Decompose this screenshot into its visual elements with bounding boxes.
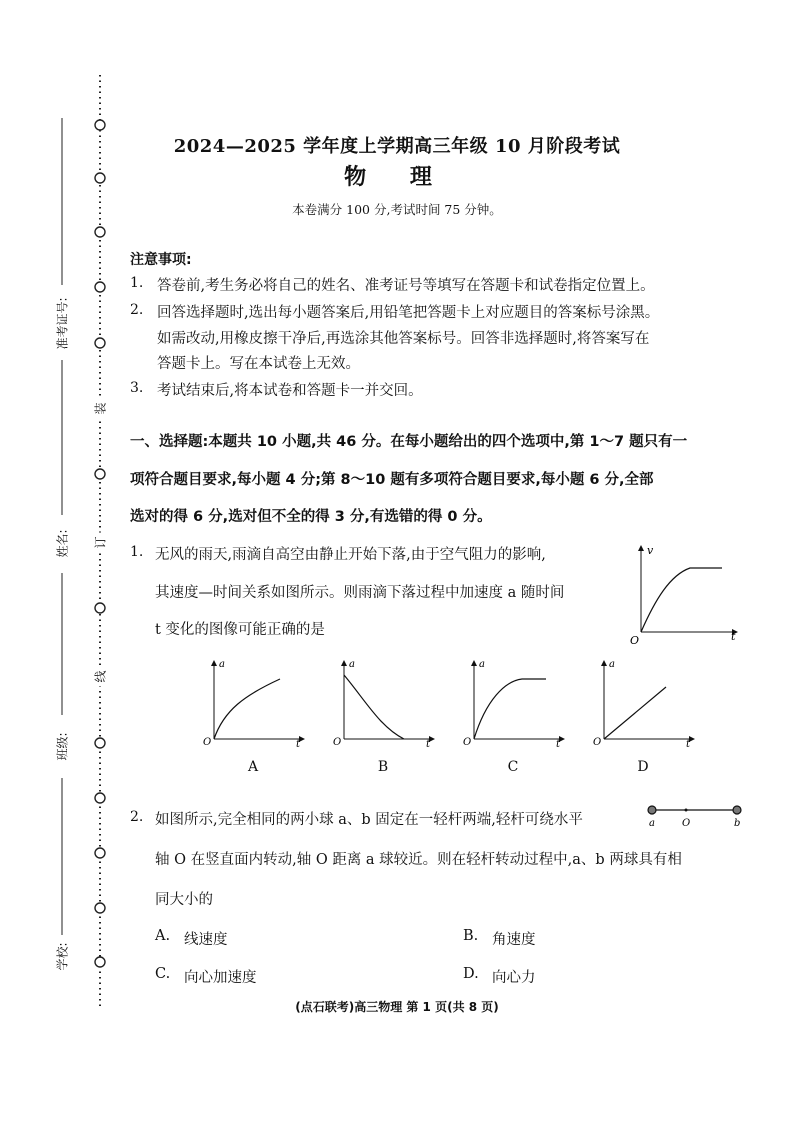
school-field-label: 学校: — [55, 942, 70, 971]
section-instruction: 一、选择题:本题共 10 小题,共 46 分。在每小题给出的四个选项中,第 1～7 题只有一 — [130, 434, 688, 450]
option-graph-c — [460, 655, 570, 750]
svg-text:a: a — [349, 659, 355, 670]
velocity-curve — [641, 568, 722, 632]
binding-hole — [95, 903, 105, 913]
option-graph-b-letter: B — [377, 759, 389, 775]
notice-item-text: 考试结束后,将本试卷和答题卡一并交回。 — [157, 383, 423, 399]
exam-number-field-label: 准考证号: — [55, 297, 70, 350]
graph-curve — [344, 675, 404, 739]
question-text: 轴 O 在竖直面内转动,轴 O 距离 a 球较近。则在轻杆转动过程中,a、b 两球具有相 — [155, 852, 682, 868]
notice-heading: 注意事项: — [130, 252, 192, 268]
option-graph-d — [590, 655, 700, 750]
graph-curve — [214, 679, 280, 739]
binding-hole — [95, 338, 105, 348]
option-b-text[interactable]: 角速度 — [492, 932, 536, 948]
option-d-text[interactable]: 向心力 — [492, 970, 536, 986]
svg-text:O: O — [203, 737, 212, 748]
svg-text:a: a — [479, 659, 485, 670]
svg-text:a: a — [219, 659, 225, 670]
question-text: 同大小的 — [155, 892, 213, 908]
origin-label: O — [630, 634, 640, 647]
cut-mark-zhuang: 装 — [92, 399, 109, 419]
section-instruction: 选对的得 6 分,选对但不全的得 3 分,有选错的得 0 分。 — [130, 509, 492, 525]
pivot-o — [685, 809, 688, 812]
option-graph-a-letter: A — [247, 759, 259, 775]
svg-text:t: t — [296, 739, 301, 750]
option-a-letter[interactable]: A. — [155, 928, 171, 944]
binding-hole — [95, 227, 105, 237]
option-a-text[interactable]: 线速度 — [184, 932, 228, 948]
notice-item-text: 回答选择题时,选出每小题答案后,用铅笔把答题卡上对应题目的答案标号涂黑。 — [157, 305, 660, 321]
svg-text:t: t — [686, 739, 691, 750]
notice-item-text: 答题卡上。写在本试卷上无效。 — [157, 356, 360, 372]
binding-hole — [95, 793, 105, 803]
question-number: 2. — [130, 809, 144, 825]
question-text: 无风的雨天,雨滴自高空由静止开始下落,由于空气阻力的影响, — [155, 547, 546, 563]
svg-text:O: O — [463, 737, 472, 748]
option-d-letter[interactable]: D. — [463, 966, 479, 982]
binding-hole — [95, 957, 105, 967]
svg-text:O: O — [682, 818, 691, 829]
svg-text:O: O — [593, 737, 602, 748]
option-b-letter[interactable]: B. — [463, 928, 479, 944]
question-text: 如图所示,完全相同的两小球 a、b 固定在一轻杆两端,轻杆可绕水平 — [155, 812, 583, 828]
binding-hole — [95, 282, 105, 292]
cut-mark-ding: 订 — [92, 533, 109, 553]
binding-hole — [95, 738, 105, 748]
binding-hole — [95, 469, 105, 479]
name-field-label: 姓名: — [55, 529, 70, 558]
class-field-label: 班级: — [55, 732, 70, 761]
x-axis-label: t — [731, 630, 736, 643]
option-graph-a — [200, 655, 310, 750]
svg-text:a: a — [649, 818, 655, 829]
y-axis-label: v — [647, 544, 654, 557]
subject-title: 物 理 — [344, 164, 450, 190]
graph-curve — [604, 687, 666, 739]
svg-text:t: t — [556, 739, 561, 750]
ball-b — [733, 806, 741, 814]
page-footer: (点石联考)高三物理 第 1 页(共 8 页) — [295, 1000, 499, 1014]
notice-item-text: 答卷前,考生务必将自己的姓名、准考证号等填写在答题卡和试卷指定位置上。 — [157, 278, 655, 294]
question-text: 其速度—时间关系如图所示。则雨滴下落过程中加速度 a 随时间 — [155, 585, 565, 601]
binding-hole — [95, 848, 105, 858]
notice-item-number: 1. — [130, 275, 144, 291]
binding-hole — [95, 603, 105, 613]
rod-figure — [640, 800, 750, 830]
section-instruction: 项符合题目要求,每小题 4 分;第 8～10 题有多项符合题目要求,每小题 6 分,全部 — [130, 472, 654, 488]
option-graph-d-letter: D — [637, 759, 649, 775]
binding-hole — [95, 120, 105, 130]
cut-mark-xian: 线 — [92, 667, 109, 687]
svg-text:b: b — [734, 818, 741, 829]
question-number: 1. — [130, 544, 144, 560]
svg-text:t: t — [426, 739, 431, 750]
ball-a — [648, 806, 656, 814]
velocity-time-graph — [625, 540, 745, 648]
option-c-text[interactable]: 向心加速度 — [184, 970, 257, 986]
svg-text:O: O — [333, 737, 342, 748]
exam-title: 2024—2025 学年度上学期高三年级 10 月阶段考试 — [173, 136, 621, 157]
exam-info: 本卷满分 100 分,考试时间 75 分钟。 — [292, 202, 502, 217]
notice-item-number: 2. — [130, 302, 144, 318]
notice-item-text: 如需改动,用橡皮擦干净后,再选涂其他答案标号。回答非选择题时,将答案写在 — [157, 331, 650, 347]
question-text: t 变化的图像可能正确的是 — [155, 622, 325, 638]
option-graph-b — [330, 655, 440, 750]
option-c-letter[interactable]: C. — [155, 966, 171, 982]
option-graph-c-letter: C — [507, 759, 519, 775]
notice-item-number: 3. — [130, 380, 144, 396]
svg-text:a: a — [609, 659, 615, 670]
graph-curve — [474, 679, 546, 739]
